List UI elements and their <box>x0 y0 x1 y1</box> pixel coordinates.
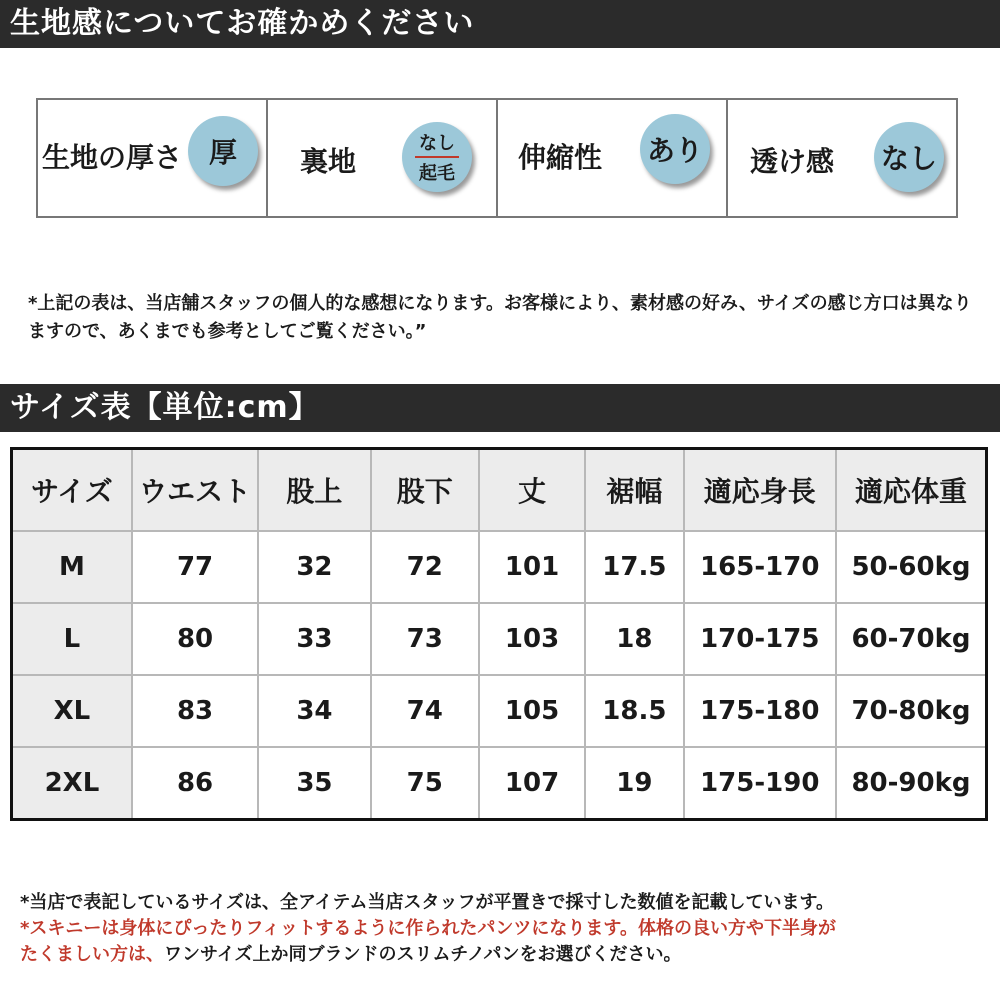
lining-label: 裏地 <box>300 145 357 178</box>
table-cell: 19 <box>585 747 683 820</box>
table-cell: 35 <box>258 747 370 820</box>
table-cell: 18.5 <box>585 675 683 747</box>
stretch-cell <box>498 100 728 216</box>
table-cell: 32 <box>258 531 370 603</box>
section-title-size-chart: サイズ表【単位:cm】 <box>0 384 1000 432</box>
header-waist: ウエスト <box>132 449 258 532</box>
table-cell: 165-170 <box>684 531 836 603</box>
table-cell: 18 <box>585 603 683 675</box>
table-row <box>12 531 987 603</box>
table-cell: 73 <box>371 603 479 675</box>
size-cell: L <box>12 603 132 675</box>
size-cell: XL <box>12 675 132 747</box>
header-size: サイズ <box>12 449 132 532</box>
table-cell: 170-175 <box>684 603 836 675</box>
table-row <box>12 675 987 747</box>
note-measurement: *当店で表記しているサイズは、全アイテム当店スタッフが平置きで採寸した数値を記載しています。 <box>20 892 835 913</box>
table-cell: 75 <box>371 747 479 820</box>
table-cell: 107 <box>479 747 585 820</box>
header-length: 丈 <box>479 449 585 532</box>
sheerness-label: 透け感 <box>750 145 835 178</box>
fabric-thickness-cell <box>38 100 268 216</box>
fabric-feel-box <box>36 98 958 218</box>
sheerness-badge: なし <box>874 122 944 192</box>
lining-value-top: なし <box>415 129 459 158</box>
table-cell: 175-190 <box>684 747 836 820</box>
stretch-label: 伸縮性 <box>518 141 603 174</box>
header-weight: 適応体重 <box>836 449 987 532</box>
stretch-badge: あり <box>640 114 710 184</box>
table-cell: 175-180 <box>684 675 836 747</box>
table-cell: 77 <box>132 531 258 603</box>
fabric-feel-note: *上記の表は、当店舗スタッフの個人的な感想になります。お客様により、素材感の好み、サイズの感じ方口は異なりますので、あくまでも参考としてご覧ください。” <box>28 293 972 342</box>
note-skinny-fit-red: たくましい方は、 <box>20 944 164 965</box>
lining-cell <box>268 100 498 216</box>
table-cell: 17.5 <box>585 531 683 603</box>
lining-value-bottom: 起毛 <box>419 163 455 184</box>
table-row <box>12 603 987 675</box>
header-hem-width: 裾幅 <box>585 449 683 532</box>
table-cell: 105 <box>479 675 585 747</box>
fabric-thickness-badge: 厚 <box>188 116 258 186</box>
table-cell: 70-80kg <box>836 675 987 747</box>
size-table <box>10 447 988 821</box>
table-cell: 60-70kg <box>836 603 987 675</box>
table-cell: 86 <box>132 747 258 820</box>
table-cell: 34 <box>258 675 370 747</box>
sheerness-cell <box>728 100 956 216</box>
header-rise: 股上 <box>258 449 370 532</box>
table-cell: 72 <box>371 531 479 603</box>
size-notes <box>20 890 990 968</box>
note-skinny-fit-cont <box>20 942 990 968</box>
table-cell: 101 <box>479 531 585 603</box>
header-inseam: 股下 <box>371 449 479 532</box>
table-cell: 80-90kg <box>836 747 987 820</box>
table-cell: 74 <box>371 675 479 747</box>
size-cell: 2XL <box>12 747 132 820</box>
header-height: 適応身長 <box>684 449 836 532</box>
table-cell: 80 <box>132 603 258 675</box>
table-cell: 33 <box>258 603 370 675</box>
table-cell: 50-60kg <box>836 531 987 603</box>
lining-badge <box>402 122 472 192</box>
section-title-fabric-feel: 生地感についてお確かめください <box>0 0 1000 48</box>
fabric-thickness-label: 生地の厚さ <box>42 141 183 174</box>
table-row <box>12 747 987 820</box>
note-skinny-fit: *スキニーは身体にぴったりフィットするように作られたパンツになります。体格の良い方や下半身が <box>20 918 836 939</box>
size-cell: M <box>12 531 132 603</box>
table-cell: 103 <box>479 603 585 675</box>
note-size-up-advice: ワンサイズ上か同ブランドのスリムチノパンをお選びください。 <box>164 944 682 965</box>
size-table-header-row <box>12 449 987 532</box>
table-cell: 83 <box>132 675 258 747</box>
